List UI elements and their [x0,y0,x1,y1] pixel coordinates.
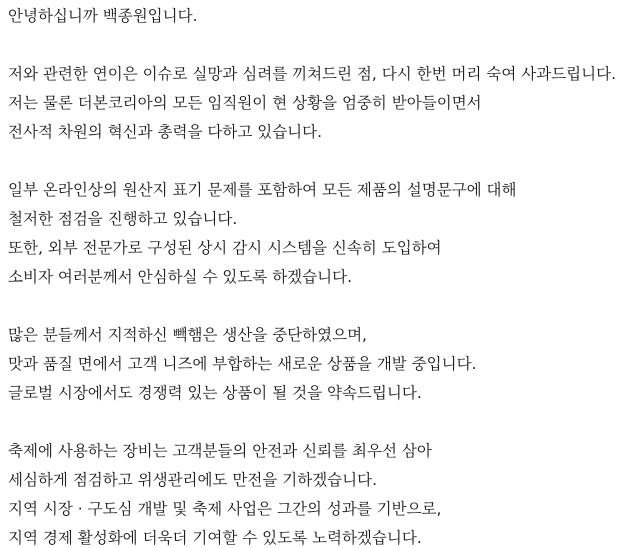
festival-line-3: 지역 시장 · 구도심 개발 및 축제 사업은 그간의 성과를 기반으로, [8,500,442,518]
apology-line-3: 전사적 차원의 혁신과 총력을 다하고 있습니다. [8,123,323,141]
festival-line-1: 축제에 사용하는 장비는 고객분들의 안전과 신뢰를 최우선 삼아 [8,442,432,460]
inspection-line-2: 철저한 점검을 진행하고 있습니다. [8,210,238,228]
apology-line-1: 저와 관련한 연이은 이슈로 실망과 심려를 끼쳐드린 점, 다시 한번 머리 숙여 사과드립니다. [8,65,617,83]
apology-line-2: 저는 물론 더본코리아의 모든 임직원이 현 상황을 엄중히 받아들이면서 [8,94,482,112]
inspection-line-1: 일부 온라인상의 원산지 표기 문제를 포함하여 모든 제품의 설명문구에 대해 [8,181,517,199]
product-line-3: 글로벌 시장에서도 경쟁력 있는 상품이 될 것을 약속드립니다. [8,384,422,402]
inspection-line-4: 소비자 여러분께서 안심하실 수 있도록 하겠습니다. [8,268,352,286]
festival-line-2: 세심하게 점검하고 위생관리에도 만전을 기하겠습니다. [8,471,378,489]
product-line-1: 많은 분들께서 지적하신 빽햄은 생산을 중단하였으며, [8,326,367,344]
inspection-line-3: 또한, 외부 전문가로 구성된 상시 감시 시스템을 신속히 도입하여 [8,239,442,257]
product-line-2: 맛과 품질 면에서 고객 니즈에 부합하는 새로운 상품을 개발 중입니다. [8,355,477,373]
greeting-line: 안녕하십니까 백종원입니다. [8,7,198,25]
festival-line-4: 지역 경제 활성화에 더욱더 기여할 수 있도록 노력하겠습니다. [8,529,422,547]
